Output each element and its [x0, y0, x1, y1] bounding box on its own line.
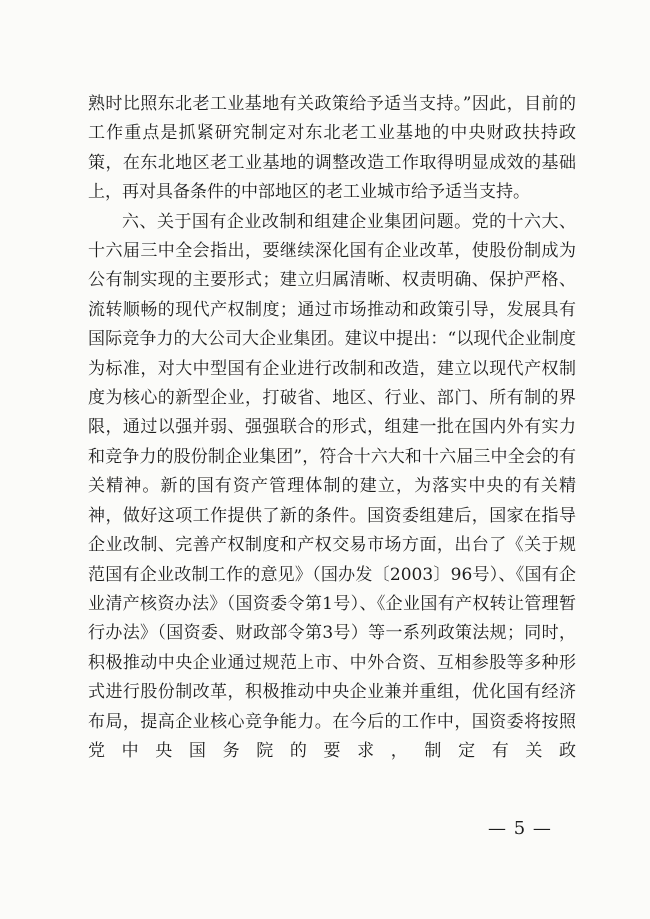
paragraph-continuation: 熟时比照东北老工业基地有关政策给予适当支持。”因此，目前的工作重点是抓紧研究制定对东北老工业基地的中央财政扶持政策，在东北地区老工业基地的调整改造工作取得明显成效的基础上，再对具备条件的中部地区的老工业城市给予适当支持。	[88, 94, 576, 203]
body-text	[88, 90, 576, 766]
paragraph-section-six: 六、关于国有企业改制和组建企业集团问题。党的十六大、十六届三中全会指出，要继续深化国有企业改革，使股份制成为公有制实现的主要形式；建立归属清晰、权责明确、保护严格、流转顺畅的现代产权制度；通过市场推动和政策引导，发展具有国际竞争力的大公司大企业集团。建议中提出：“以现代企业制度为标准，对大中型国有企业进行改制和改造，建立以现代产权制度为核心的新型企业，打破省、地区、行业、部门、所有制的界限，通过以强并弱、强强联合的形式，组建一批在国内外有实力和竞争力的股份制企业集团”，符合十六大和十六届三中全会的有关精神。新的国有资产管理体制的建立，为落实中央的有关精神，做好这项工作提供了新的条件。国资委组建后，国家在指导企业改制、完善产权制度和产权交易市场方面，出台了《关于规范国有企业改制工作的意见》（国办发〔2003〕96号）、《国有企业清产核资办法》（国资委令第1号）、《企业国有产权转让管理暂行办法》（国资委、财政部令第3号）等一系列政策法规；同时，积极推动中央企业通过规范上市、中外合资、互相参股等多种形式进行股份制改革，积极推动中央企业兼并重组，优化国有经济布局，提高企业核心竞争能力。在今后的工作中，国资委将按照党中央国务院的要求，制定有关政	[88, 211, 576, 761]
page-number: — 5 —	[488, 818, 552, 839]
